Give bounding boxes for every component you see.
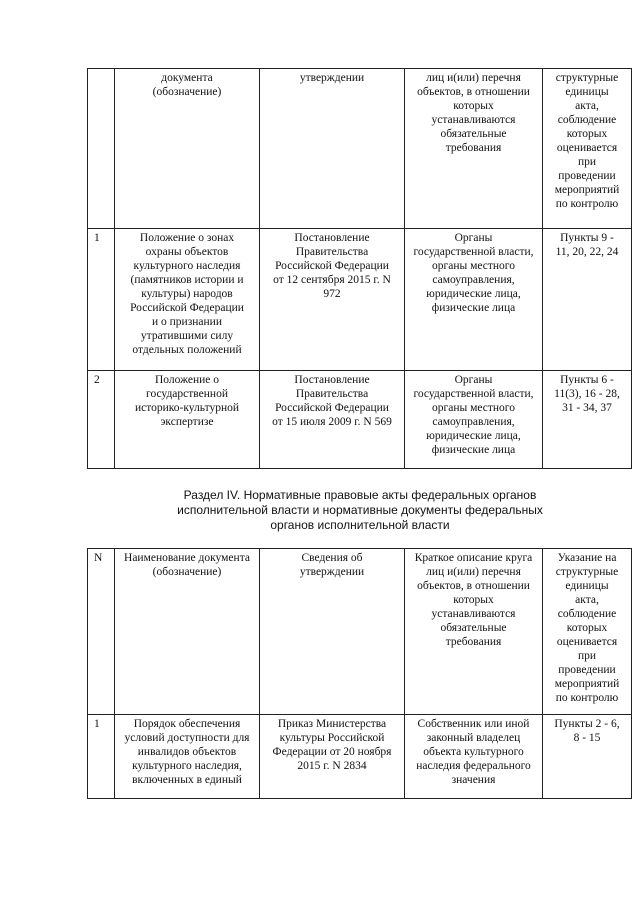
table-header-row xyxy=(88,549,632,715)
approval-info: Постановление Правительства Российской Федерации от 12 сентября 2015 г. N 972 xyxy=(260,229,405,371)
table-continued xyxy=(87,68,632,469)
document-name: Порядок обеспечения условий доступности для инвалидов объектов культурного наследия, включенных в единый xyxy=(115,715,260,799)
section-title: Раздел IV. Нормативные правовые акты федеральных органов исполнительной власти и нормативные документы федеральных органов исполнительной власти xyxy=(177,488,543,532)
approval-info: Постановление Правительства Российской Федерации от 15 июля 2009 г. N 569 xyxy=(260,371,405,469)
subjects-description: Органы государственной власти, органы местного самоуправления, юридические лица, физические лица xyxy=(405,229,543,371)
approval-info: Приказ Министерства культуры Российской Федерации от 20 ноября 2015 г. N 2834 xyxy=(260,715,405,799)
document-name: Положение о зонах охраны объектов культурного наследия (памятников истории и культуры) народов Российской Федерации и о признании утратившими силу отдельных положений xyxy=(115,229,260,371)
header-cell-points: структурные единицы акта, соблюдение которых оценивается при проведении мероприятий по контролю xyxy=(543,69,632,229)
header-cell-approval: утверждении xyxy=(260,69,405,229)
subjects-description: Собственник или иной законный владелец объекта культурного наследия федерального значения xyxy=(405,715,543,799)
table-section-iv xyxy=(87,548,632,799)
structural-units: Пункты 9 - 11, 20, 22, 24 xyxy=(543,229,632,371)
row-number: 1 xyxy=(88,229,115,371)
structural-units: Пункты 6 - 11(3), 16 - 28, 31 - 34, 37 xyxy=(543,371,632,469)
header-cell-document: документа (обозначение) xyxy=(115,69,260,229)
header-cell-number xyxy=(88,69,115,229)
row-number: 1 xyxy=(88,715,115,799)
structural-units: Пункты 2 - 6, 8 - 15 xyxy=(543,715,632,799)
row-number: 2 xyxy=(88,371,115,469)
table-row xyxy=(88,371,632,469)
table-header-row xyxy=(88,69,632,229)
table-row xyxy=(88,715,632,799)
header-cell-document: Наименование документа (обозначение) xyxy=(115,549,260,715)
table-row xyxy=(88,229,632,371)
subjects-description: Органы государственной власти, органы местного самоуправления, юридические лица, физические лица xyxy=(405,371,543,469)
header-cell-number: N xyxy=(88,549,115,715)
header-cell-subjects: Краткое описание круга лиц и(или) перечня объектов, в отношении которых устанавливаются обязательные требования xyxy=(405,549,543,715)
header-cell-subjects: лиц и(или) перечня объектов, в отношении которых устанавливаются обязательные требования xyxy=(405,69,543,229)
header-cell-approval: Сведения об утверждении xyxy=(260,549,405,715)
header-cell-points: Указание на структурные единицы акта, соблюдение которых оценивается при проведении мероприятий по контролю xyxy=(543,549,632,715)
document-name: Положение о государственной историко-культурной экспертизе xyxy=(115,371,260,469)
